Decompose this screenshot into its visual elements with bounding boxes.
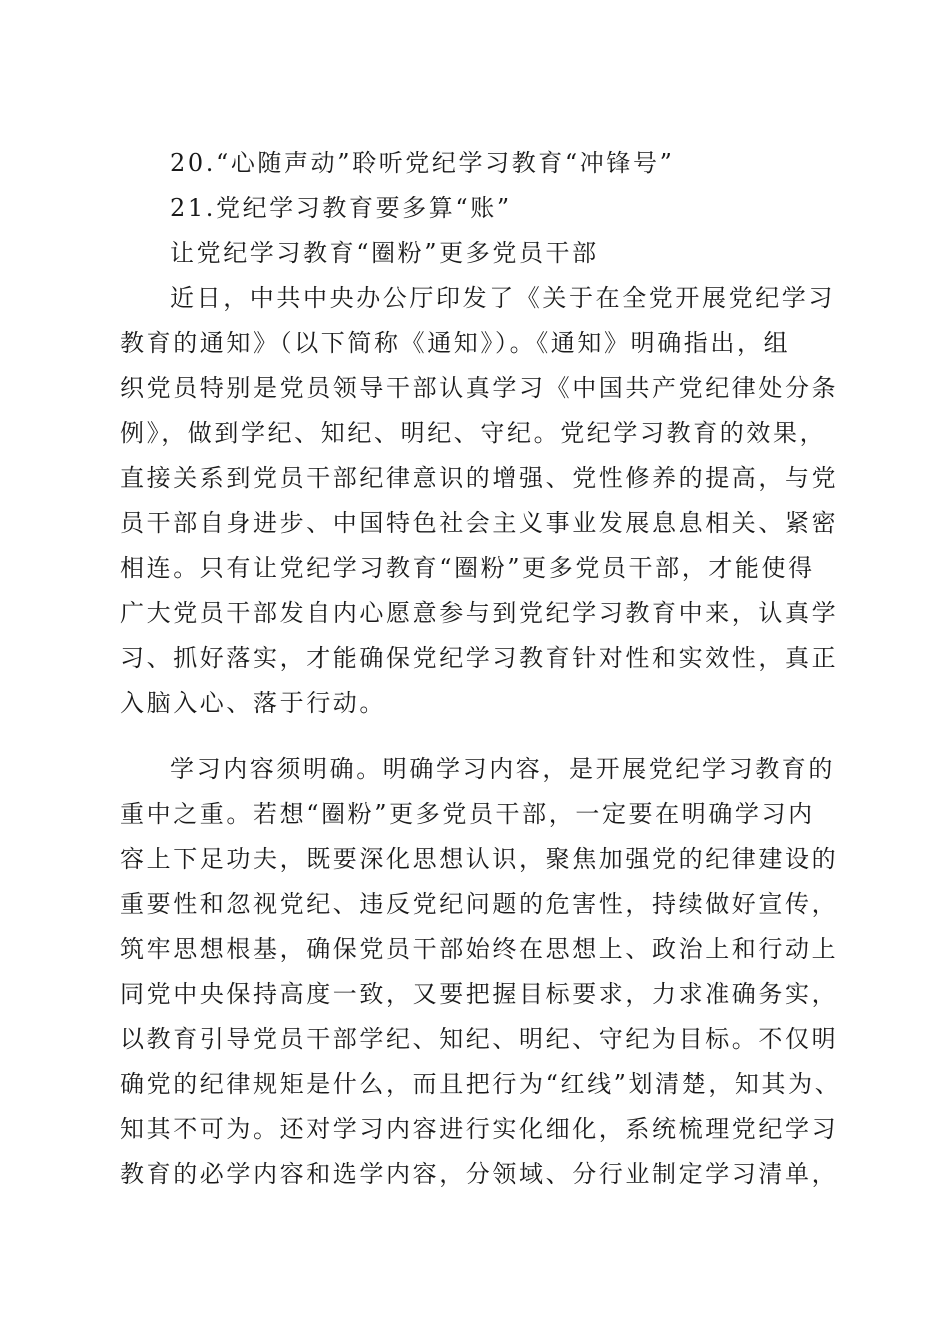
paragraph-line: 织党员特别是党员领导干部认真学习《中国共产党纪律处分条 xyxy=(120,374,839,402)
document-body xyxy=(120,141,840,1197)
paragraph-line: 确党的纪律规矩是什么，而且把行为“红线”划清楚，知其为、 xyxy=(120,1070,842,1098)
paragraph-line: 例》，做到学纪、知纪、明纪、守纪。党纪学习教育的效果， xyxy=(120,419,827,447)
paragraph-line: 入脑入心、落于行动。 xyxy=(120,689,386,717)
paragraph-line: 重中之重。若想“圈粉”更多党员干部，一定要在明确学习内 xyxy=(120,800,815,828)
paragraph-line: 近日，中共中央办公厅印发了《关于在全党开展党纪学习 xyxy=(170,284,835,312)
paragraph-line: 广大党员干部发自内心愿意参与到党纪学习教育中来，认真学 xyxy=(120,599,839,627)
paragraph-line: 相连。只有让党纪学习教育“圈粉”更多党员干部，才能使得 xyxy=(120,554,815,582)
paragraph-1 xyxy=(120,276,840,726)
paragraph-line: 筑牢思想根基，确保党员干部始终在思想上、政治上和行动上 xyxy=(120,935,839,963)
paragraph-line: 重要性和忽视党纪、违反党纪问题的危害性，持续做好宣传， xyxy=(120,890,839,918)
paragraph-line: 容上下足功夫，既要深化思想认识，聚焦加强党的纪律建设的 xyxy=(120,845,839,873)
paragraph-line: 教育的必学内容和选学内容，分领域、分行业制定学习清单， xyxy=(120,1160,839,1188)
heading-item-20: 20.“心随声动”聆听党纪学习教育“冲锋号” xyxy=(170,149,675,177)
paragraph-line: 习、抓好落实，才能确保党纪学习教育针对性和实效性，真正 xyxy=(120,644,839,672)
paragraph-line: 教育的通知》（以下简称《通知》）。《通知》明确指出，组 xyxy=(120,329,791,357)
paragraph-2 xyxy=(120,747,840,1197)
paragraph-line: 以教育引导党员干部学纪、知纪、明纪、守纪为目标。不仅明 xyxy=(120,1025,839,1053)
paragraph-line: 直接关系到党员干部纪律意识的增强、党性修养的提高，与党 xyxy=(120,464,839,492)
paragraph-line: 知其不可为。还对学习内容进行实化细化，系统梳理党纪学习 xyxy=(120,1115,839,1143)
paragraph-line: 同党中央保持高度一致，又要把握目标要求，力求准确务实， xyxy=(120,980,839,1008)
paragraph-line: 学习内容须明确。明确学习内容，是开展党纪学习教育的 xyxy=(170,755,835,783)
heading-item-21: 21.党纪学习教育要多算“账” xyxy=(170,194,512,222)
article-title: 让党纪学习教育“圈粉”更多党员干部 xyxy=(170,239,599,267)
paragraph-line: 员干部自身进步、中国特色社会主义事业发展息息相关、紧密 xyxy=(120,509,839,537)
